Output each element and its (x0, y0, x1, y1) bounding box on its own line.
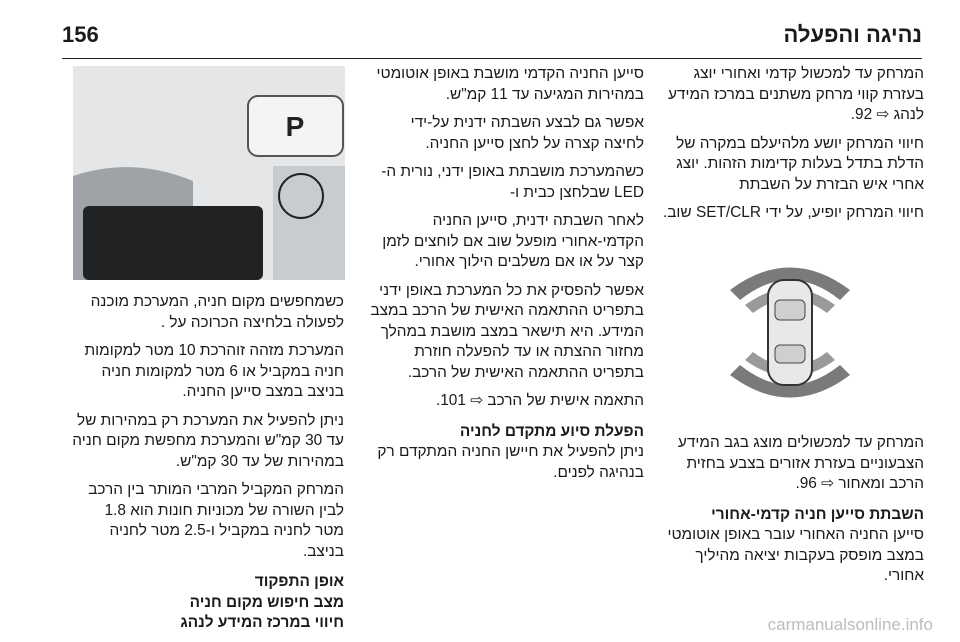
right-p3: המרחק עד למכשולים מוצג בגב המידע הצבעוניים בעזרת אזורים בצבע בחזית הרכב ומאחור ⇨ 96. (677, 434, 924, 492)
left-p2: המערכת מזהה זוהרכת 10 מטר למקומות חניה במקביל או 6 מטר למקומות חניה בניצב במצב סייען החניה. (84, 342, 344, 400)
right-p2b: חיווי המרחק יופיע, על ידי SET/CLR שוב. (662, 204, 924, 221)
page-title: נהיגה והפעלה (783, 22, 922, 47)
heading-deactivation: השבתת סייען חניה קדמי-אחורי (711, 505, 924, 523)
right-p4: סייען החניה האחורי עובר באופן אוטומטי במצב מופסק בעקבות יציאה מהיליך אחורי. (667, 526, 924, 584)
left-p3: ניתן להפעיל את המערכת רק במהירות של עד 30 קמ"ש והמערכת מחפשת מקום חניה במהירות של עד 30 קמ"ש. (72, 411, 344, 470)
dashboard-button-photo (73, 66, 345, 280)
heading-advanced-park: הפעלת סיוע מתקדם לחניה (459, 422, 644, 440)
left-column (72, 292, 344, 634)
left-p4: המרחק המקביל המרבי המותר בין הרכב לבין השורה של מכוניות חונות הוא 1.8 מטר לחניה במקביל ו-2.5 מטר לחניה בניצב. (88, 481, 344, 560)
left-p1: כשמחפשים מקום חניה, המערכת מוכנה לפעולה בלחיצה הכרוכה על . (90, 293, 344, 331)
heading-search-mode: מצב חיפוש מקום חניה (189, 593, 344, 611)
middle-column (370, 64, 644, 491)
page-header (62, 22, 922, 56)
mid-p5: אפשר להפסיק את כל המערכת באופן ידני בתפריט ההתאמה האישית של הרכב במצב המידע. היא תישאר במצב מושבת במהלך מחזור ההצתה או עד להפעלה חוזרת בתפריט ההתאמה האישית של הרכב. (370, 281, 644, 381)
right-p1: המרחק עד למכשול קדמי ואחורי יוצג בעזרת קווי מרחק משתנים במרכז המידע לנהג ⇨ 92. (667, 65, 924, 123)
car-top-view-icon (768, 280, 812, 385)
page-number: 156 (62, 22, 99, 47)
mid-p6: התאמה אישית של הרכב ⇨ 101. (435, 392, 644, 409)
heading-driver-display: חיווי במרכז המידע לנהג (180, 614, 344, 631)
heading-operation: אופן התפקוד (254, 573, 344, 590)
right-p2a: חיווי המרחק יושע מלהיעלם במקרה של הדלת בתדל בעלות קדימות הזהות. יוצג אחרי איש הבזרת על השבתת (676, 134, 924, 193)
right-column-lower (652, 433, 924, 595)
right-column (652, 64, 924, 232)
watermark: carmanualsonline.info (767, 615, 933, 634)
mid-p3: כשהמערכת מושבתת באופן ידני, נורית ה-LED שבלחצן כבית ו- (381, 163, 644, 201)
park-assist-button (248, 96, 343, 156)
svg-text:P: P (285, 111, 305, 142)
header-rule (62, 58, 922, 59)
mid-p7: ניתן להפעיל את חיישן החניה המתקדם רק בנהיגה לפנים. (377, 443, 644, 481)
mid-p1: סייען החניה הקדמי מושבת באופן אוטומטי במהירות המגיעה עד 11 קמ"ש. (376, 65, 644, 103)
mid-p2: אפשר גם לבצע השבתה ידנית על-ידי לחיצה קצרה על לחצן סייען החניה. (410, 114, 644, 152)
mid-p4: לאחר השבתה ידנית, סייען החניה הקדמי-אחורי מופעל שוב אם לוחצים לזמן קצר על או אם משלבים הילוך אחורי. (382, 212, 644, 270)
parking-sensor-car-illustration (690, 250, 890, 415)
